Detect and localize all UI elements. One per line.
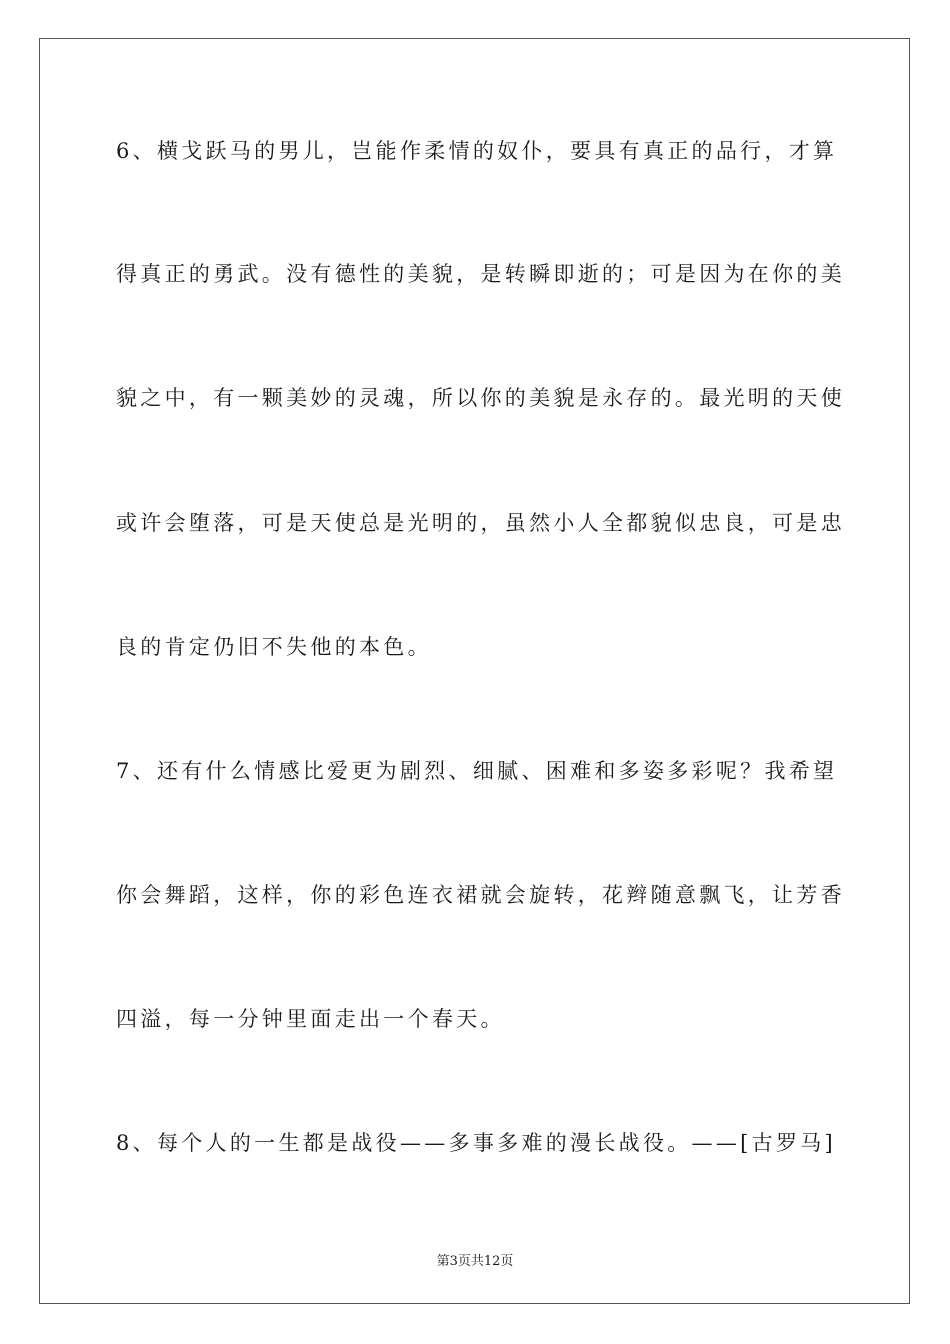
total-pages: 共12页 [470,1254,514,1269]
page-number: 第3页 [436,1254,471,1269]
text-line-4: 或许会堕落，可是天使总是光明的，虽然小人全都貌似忠良，可是忠 [116,511,845,535]
page-border [39,38,910,1304]
text-line-7: 你会舞蹈，这样，你的彩色连衣裙就会旋转，花辫随意飘飞，让芳香 [116,883,845,907]
text-line-3: 貌之中，有一颗美妙的灵魂，所以你的美貌是永存的。最光明的天使 [116,386,845,410]
text-line-9: 8、每个人的一生都是战役——多事多难的漫长战役。——[古罗马] [116,1131,837,1155]
text-line-5: 良的肯定仍旧不失他的本色。 [116,635,432,659]
text-line-2: 得真正的勇武。没有德性的美貌，是转瞬即逝的；可是因为在你的美 [116,262,845,286]
text-line-8: 四溢，每一分钟里面走出一个春天。 [116,1007,505,1031]
text-line-1: 6、横戈跃马的男儿，岂能作柔情的奴仆，要具有真正的品行，才算 [116,139,838,163]
text-line-6: 7、还有什么情感比爱更为剧烈、细腻、困难和多姿多彩呢？我希望 [116,759,838,783]
page-footer [0,1250,950,1269]
